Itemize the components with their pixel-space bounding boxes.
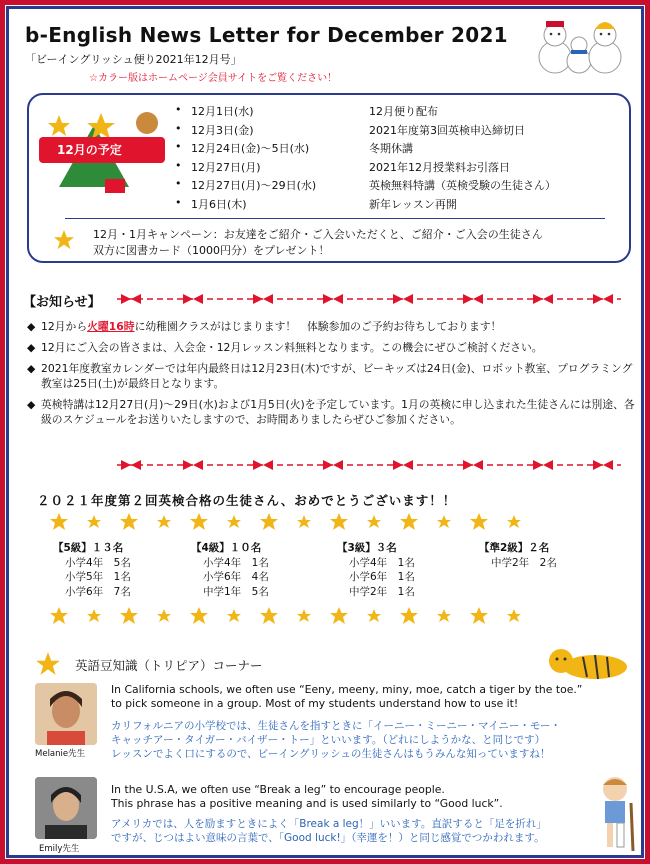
schedule-divider	[65, 218, 605, 219]
avatar	[35, 777, 97, 839]
grade-3-results: 【3級】３名 小学4年 1名 小学6年 1名 中学2年 1名	[337, 542, 415, 598]
schedule-ribbon-label: 12月の予定	[57, 143, 122, 157]
star-icon	[53, 229, 75, 251]
notices-list	[27, 319, 637, 433]
grade-5-results: 【5級】１３名 小学4年 5名 小学5年 1名 小学6年 7名	[53, 542, 131, 598]
notices-title: 【お知らせ】	[23, 295, 101, 310]
exam-results-headline: ２０２１年度第２回英検合格の生徒さん、おめでとうございます！！	[37, 493, 457, 508]
star-icon	[49, 605, 529, 627]
star-icon	[35, 651, 61, 677]
grade-4-results: 【4級】１０名 小学4年 1名 小学6年 4名 中学1年 5名	[191, 542, 269, 598]
newsletter-title: b-English News Letter for December 2021	[25, 23, 508, 47]
teacher-name: Melanie先生	[35, 749, 86, 759]
notice-item: ◆ 2021年度教室カレンダーでは年内最終日は12月23日(木)ですが、ビーキッズは24日(金)、ロボット教室、プログラミング教室は25日(土)が最終日となります。	[27, 362, 633, 390]
schedule-item: • 12月1日(水) 12月便り配布	[175, 103, 438, 118]
tiger-icon	[543, 643, 633, 683]
color-version-note: ☆カラー版はホームページ会員サイトをご覧ください！	[89, 73, 338, 84]
campaign-text: 12月・1月キャンペーン：お友達をご紹介・ご入会いただくと、ご紹介・ご入会の生徒さん 双方に図書カード（1000円分）をプレゼント！	[93, 228, 543, 257]
grade-pre2-results: 【準2級】２名 中学2年 2名	[479, 542, 557, 569]
schedule-list	[175, 103, 556, 215]
bow-icon	[117, 457, 621, 473]
schedule-item: • 12月3日(金) 2021年度第3回英検申込締切日	[175, 121, 525, 137]
trivia-japanese-text: カリフォルニアの小学校では、生徒さんを指すときに「イーニー・ミーニー・マイニー・モー・ キャッチアー・タイガー・バイザー・トー」といいます。（どれにしようかな、と同じです） レッスンでよく口にするので、ビーイングリッシュの生徒さんはもうみんな知っていますね！	[111, 720, 561, 760]
teacher-name: Emily先生	[39, 844, 80, 854]
star-icon	[49, 511, 529, 533]
trivia-japanese-text: アメリカでは、人を励ますときによく「Break a leg！」いいます。直訳すると「足を折れ」 ですが、じつはよい意味の言葉で、「Good luck!」（幸運を！）と同じ感覚でつかわれます。	[111, 818, 547, 844]
notice-item: ◆ 英検特講は12月27日(月)～29日(水)および1月5日(火)を予定しています。1月の英検に申し込まれた生徒さんには別途、各級のスケジュールをお送りいたしますので、お時間ありましたらぜひご参加ください。	[27, 398, 635, 426]
avatar	[35, 683, 97, 745]
snowman-icon	[529, 17, 629, 77]
notice-item: ◆ 12月にご入会の皆さまは、入会金・12月レッスン料無料となります。この機会にぜひご検討ください。	[27, 341, 543, 354]
teacher-photo	[35, 683, 97, 745]
newsletter-subtitle: 「ビーイングリッシュ便り2021年12月号」	[25, 53, 242, 66]
schedule-item: • 12月24日(金)～5日(水) 冬期休講	[175, 140, 413, 156]
schedule-item: • 12月27日(月)～29日(水) 英検無料特講（英検受験の生徒さん）	[175, 177, 556, 193]
trivia-english-text: In California schools, we often use “Eeny, meeny, miny, moe, catch a tiger by the toe.” to pick someone in a group. Most of my students understand how to use it!	[111, 683, 583, 710]
teacher-photo	[35, 777, 97, 839]
notice-item: ◆ 12月から火曜16時に幼稚園クラスがはじまります！ 体験参加のご予約お待ちしております！	[27, 320, 502, 333]
bow-icon	[117, 291, 621, 307]
bandaged-boy-icon	[589, 773, 639, 853]
schedule-item: • 1月6日(木) 新年レッスン再開	[175, 195, 457, 211]
trivia-english-text: In the U.S.A, we often use “Break a leg” to encourage people. This phrase has a positive meaning and is used similarly to “Good luck”.	[111, 783, 503, 810]
trivia-title: 英語豆知識（トリピア）コーナー	[75, 658, 263, 673]
schedule-item: • 12月27日(月) 2021年12月授業料お引落日	[175, 158, 510, 174]
